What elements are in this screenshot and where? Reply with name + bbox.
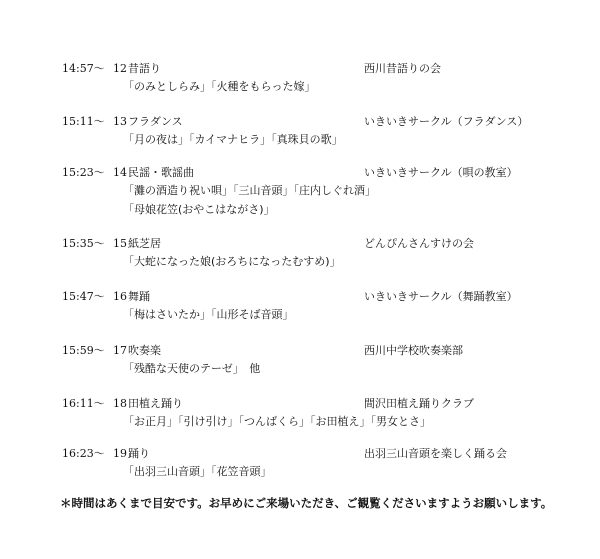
entry-number: 15 bbox=[113, 237, 127, 250]
entry-group: いきいきサークル（舞踊教室） bbox=[364, 290, 518, 303]
entry-time: 14:57～ bbox=[62, 62, 105, 75]
entry-details bbox=[123, 184, 376, 222]
entry-details bbox=[123, 362, 260, 381]
entry-group: 西川中学校吹奏楽部 bbox=[364, 344, 463, 357]
entry-number: 18 bbox=[113, 397, 127, 410]
entry-number: 19 bbox=[113, 447, 127, 460]
entry-number: 14 bbox=[113, 166, 127, 179]
entry-number: 13 bbox=[113, 115, 127, 128]
entry-title: 踊り bbox=[128, 447, 150, 460]
entry-details bbox=[123, 308, 294, 327]
entry-time: 15:59～ bbox=[62, 344, 105, 357]
entry-group: どんぴんさんすけの会 bbox=[364, 237, 474, 250]
entry-number: 17 bbox=[113, 344, 127, 357]
program-entry-13 bbox=[0, 115, 600, 159]
entry-time: 15:47～ bbox=[62, 290, 105, 303]
entry-detail-line: 「母娘花笠(おやこはながさ)」 bbox=[123, 203, 275, 216]
entry-details bbox=[123, 465, 272, 484]
entry-title: 昔語り bbox=[128, 62, 161, 75]
entry-time: 15:35～ bbox=[62, 237, 105, 250]
entry-detail-line: 「残酷な天使のテーゼ」 他 bbox=[123, 362, 261, 375]
entry-group: 西川昔語りの会 bbox=[364, 62, 441, 75]
program-entry-18 bbox=[0, 397, 600, 441]
entry-time: 16:23～ bbox=[62, 447, 105, 460]
entry-detail-line: 「お正月」「引け引け」「つんばくら」「お田植え」「男女とさ」 bbox=[123, 415, 431, 428]
entry-detail-line: 「出羽三山音頭」「花笠音頭」 bbox=[123, 465, 272, 478]
entry-time: 15:23～ bbox=[62, 166, 105, 179]
program-entry-14 bbox=[0, 166, 600, 228]
entry-detail-line: 「のみとしらみ」「火種をもらった嫁」 bbox=[123, 80, 316, 93]
entry-title: 吹奏楽 bbox=[128, 344, 161, 357]
entry-detail-line: 「灘の酒造り祝い唄」「三山音頭」「庄内しぐれ酒」 bbox=[123, 184, 376, 197]
entry-details bbox=[123, 80, 316, 99]
entry-title: 舞踊 bbox=[128, 290, 150, 303]
program-entry-16 bbox=[0, 290, 600, 334]
entry-time: 15:11～ bbox=[62, 115, 105, 128]
footnote: ＊時間はあくまで目安です。お早めにご来場いただき、ご観覧くださいますようお願いします。 bbox=[60, 496, 553, 510]
entry-detail-line: 「大蛇になった娘(おろちになったむすめ)」 bbox=[123, 255, 341, 268]
entry-details bbox=[123, 415, 431, 434]
program-entry-12 bbox=[0, 62, 600, 106]
entry-group: 間沢田植え踊りクラブ bbox=[364, 397, 474, 410]
entry-number: 12 bbox=[113, 62, 127, 75]
entry-title: 紙芝居 bbox=[128, 237, 161, 250]
entry-title: フラダンス bbox=[128, 115, 183, 128]
entry-details bbox=[123, 255, 341, 274]
entry-detail-line: 「梅はさいたか」「山形そば音頭」 bbox=[123, 308, 294, 321]
program-entry-15 bbox=[0, 237, 600, 281]
entry-group: いきいきサークル（唄の教室） bbox=[364, 166, 518, 179]
entry-detail-line: 「月の夜は」「カイマナヒラ」「真珠貝の歌」 bbox=[123, 133, 343, 146]
entry-title: 民謡・歌謡曲 bbox=[128, 166, 194, 179]
entry-group: 出羽三山音頭を楽しく踊る会 bbox=[364, 447, 507, 460]
entry-group: いきいきサークル（フラダンス） bbox=[364, 115, 529, 128]
entry-title: 田植え踊り bbox=[128, 397, 183, 410]
program-entry-19 bbox=[0, 447, 600, 491]
entry-details bbox=[123, 133, 343, 152]
entry-number: 16 bbox=[113, 290, 127, 303]
program-entry-17 bbox=[0, 344, 600, 388]
entry-time: 16:11～ bbox=[62, 397, 105, 410]
